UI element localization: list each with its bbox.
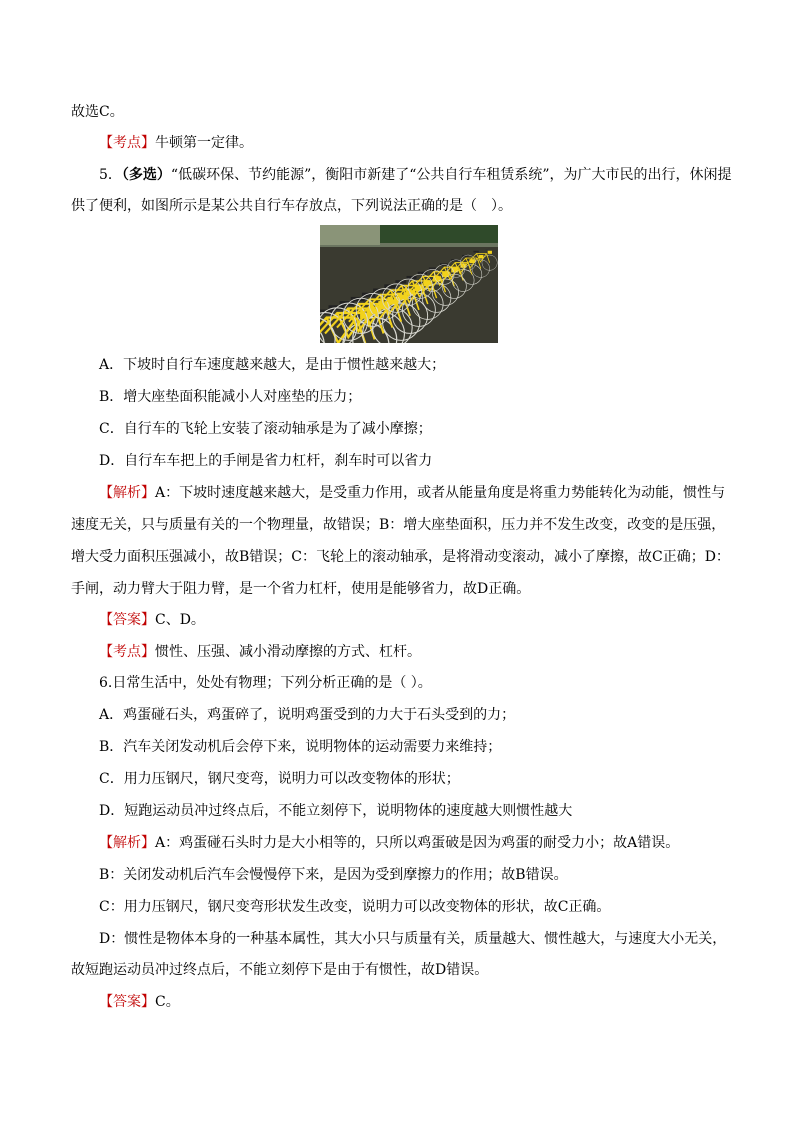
- text: C．自行车的飞轮上安装了滚动轴承是为了减小摩擦；: [99, 421, 432, 437]
- q5-option-c: [99, 420, 432, 438]
- q5-option-d: [99, 452, 432, 470]
- text: A．下坡时自行车速度越来越大，是由于惯性越来越大；: [99, 357, 446, 373]
- text: C、D。: [155, 612, 205, 628]
- q5-knowledge-point: [99, 643, 421, 661]
- text: 惯性、压强、减小滑动摩擦的方式、杠杆。: [155, 644, 421, 660]
- q5-analysis-3: [71, 548, 730, 566]
- background-trees: [380, 225, 498, 243]
- text: 故短跑运动员冲过终点后，不能立刻停下是由于有惯性，故D错误。: [71, 962, 489, 978]
- text: A：下坡时速度越来越大，是受重力作用，或者从能量角度是将重力势能转化为动能，惯性与: [155, 485, 726, 501]
- text: 速度无关，只与质量有关的一个物理量，故错误；B：增大座垫面积，压力并不发生改变，改变的是压强，: [71, 517, 726, 533]
- label-jiexi: 【解析】: [99, 835, 155, 851]
- q5-analysis-4: [71, 580, 530, 598]
- q6-option-c: [99, 770, 460, 788]
- question-6-stem: [99, 674, 432, 692]
- q5-option-a: [99, 356, 445, 374]
- bicycle-rack-photo: [320, 225, 498, 343]
- bike-seat: [473, 251, 478, 253]
- label-jiexi: 【解析】: [99, 485, 155, 501]
- knowledge-point-line: [99, 134, 253, 152]
- q6-analysis-2: [99, 866, 568, 884]
- label-daan: 【答案】: [99, 612, 155, 628]
- question-5-stem: [99, 166, 732, 184]
- front-basket: [479, 255, 484, 259]
- question-tag: （多选）: [121, 167, 171, 183]
- bike-seat: [407, 276, 417, 279]
- text: C：用力压钢尺，钢尺变弯形状发生改变，说明力可以改变物体的形状，故C正确。: [99, 899, 611, 915]
- label-daan: 【答案】: [99, 994, 155, 1010]
- text: 手闸，动力臂大于阻力臂，是一个省力杠杆，使用是能够省力，故D正确。: [71, 581, 531, 597]
- text: B．增大座垫面积能减小人对座垫的压力；: [99, 389, 362, 405]
- text: “低碳环保、节约能源”，衡阳市新建了“公共自行车租赁系统”，为广大市民的出行，休闲提: [170, 167, 732, 183]
- q6-option-b: [99, 738, 501, 756]
- bicycle-image: [320, 225, 498, 343]
- q5-analysis-2: [71, 516, 725, 534]
- text: C．用力压钢尺，钢尺变弯，说明力可以改变物体的形状；: [99, 771, 460, 787]
- background-building: [320, 225, 380, 245]
- text: B．汽车关闭发动机后会停下来，说明物体的运动需要力来维持；: [99, 739, 502, 755]
- question-number: 5．: [99, 167, 122, 183]
- text: 牛顿第一定律。: [155, 135, 253, 151]
- text: 增大受力面积压强减小，故B错误；C：飞轮上的滚动轴承，是将滑动变滚动，减小了摩擦，故C正确；D：: [71, 549, 730, 565]
- q5-option-b: [99, 388, 361, 406]
- text: B：关闭发动机后汽车会慢慢停下来，是因为受到摩擦力的作用；故B错误。: [99, 867, 568, 883]
- q5-answer: [99, 611, 205, 629]
- label-kaodian: 【考点】: [99, 644, 155, 660]
- text: A：鸡蛋碰石头时力是大小相等的，只所以鸡蛋破是因为鸡蛋的耐受力小；故A错误。: [155, 835, 680, 851]
- q6-analysis-4: [99, 930, 726, 948]
- q6-option-a: [99, 706, 515, 724]
- text: 供了便利，如图所示是某公共自行车存放点，下列说法正确的是（ ）。: [71, 198, 512, 214]
- q5-analysis-1: [99, 484, 725, 502]
- q6-analysis-3: [99, 898, 610, 916]
- text: D．短跑运动员冲过终点后，不能立刻停下，说明物体的速度越大则惯性越大: [99, 803, 573, 819]
- q6-analysis-5: [71, 961, 488, 979]
- label-kaodian: 【考点】: [99, 135, 155, 151]
- front-basket: [488, 251, 492, 254]
- q6-analysis-1: [99, 834, 679, 852]
- text: C。: [155, 994, 180, 1010]
- text: D．自行车车把上的手闸是省力杠杆，刹车时可以省力: [99, 453, 433, 469]
- bike-seat: [351, 297, 365, 301]
- text: 故选C。: [71, 104, 124, 120]
- q6-option-d: [99, 802, 572, 820]
- text: D：惯性是物体本身的一种基本属性，其大小只与质量有关，质量越大、惯性越大，与速度大小无关，: [99, 931, 727, 947]
- bike-seat: [384, 284, 396, 288]
- text: A．鸡蛋碰石头，鸡蛋碎了，说明鸡蛋受到的力大于石头受到的力；: [99, 707, 516, 723]
- answer-choice-line: [71, 103, 124, 121]
- bike-seat: [451, 259, 458, 261]
- question-5-stem-cont: [71, 197, 512, 215]
- text: 6.日常生活中，处处有物理；下列分析正确的是（ ）。: [99, 675, 432, 691]
- q6-answer: [99, 993, 180, 1011]
